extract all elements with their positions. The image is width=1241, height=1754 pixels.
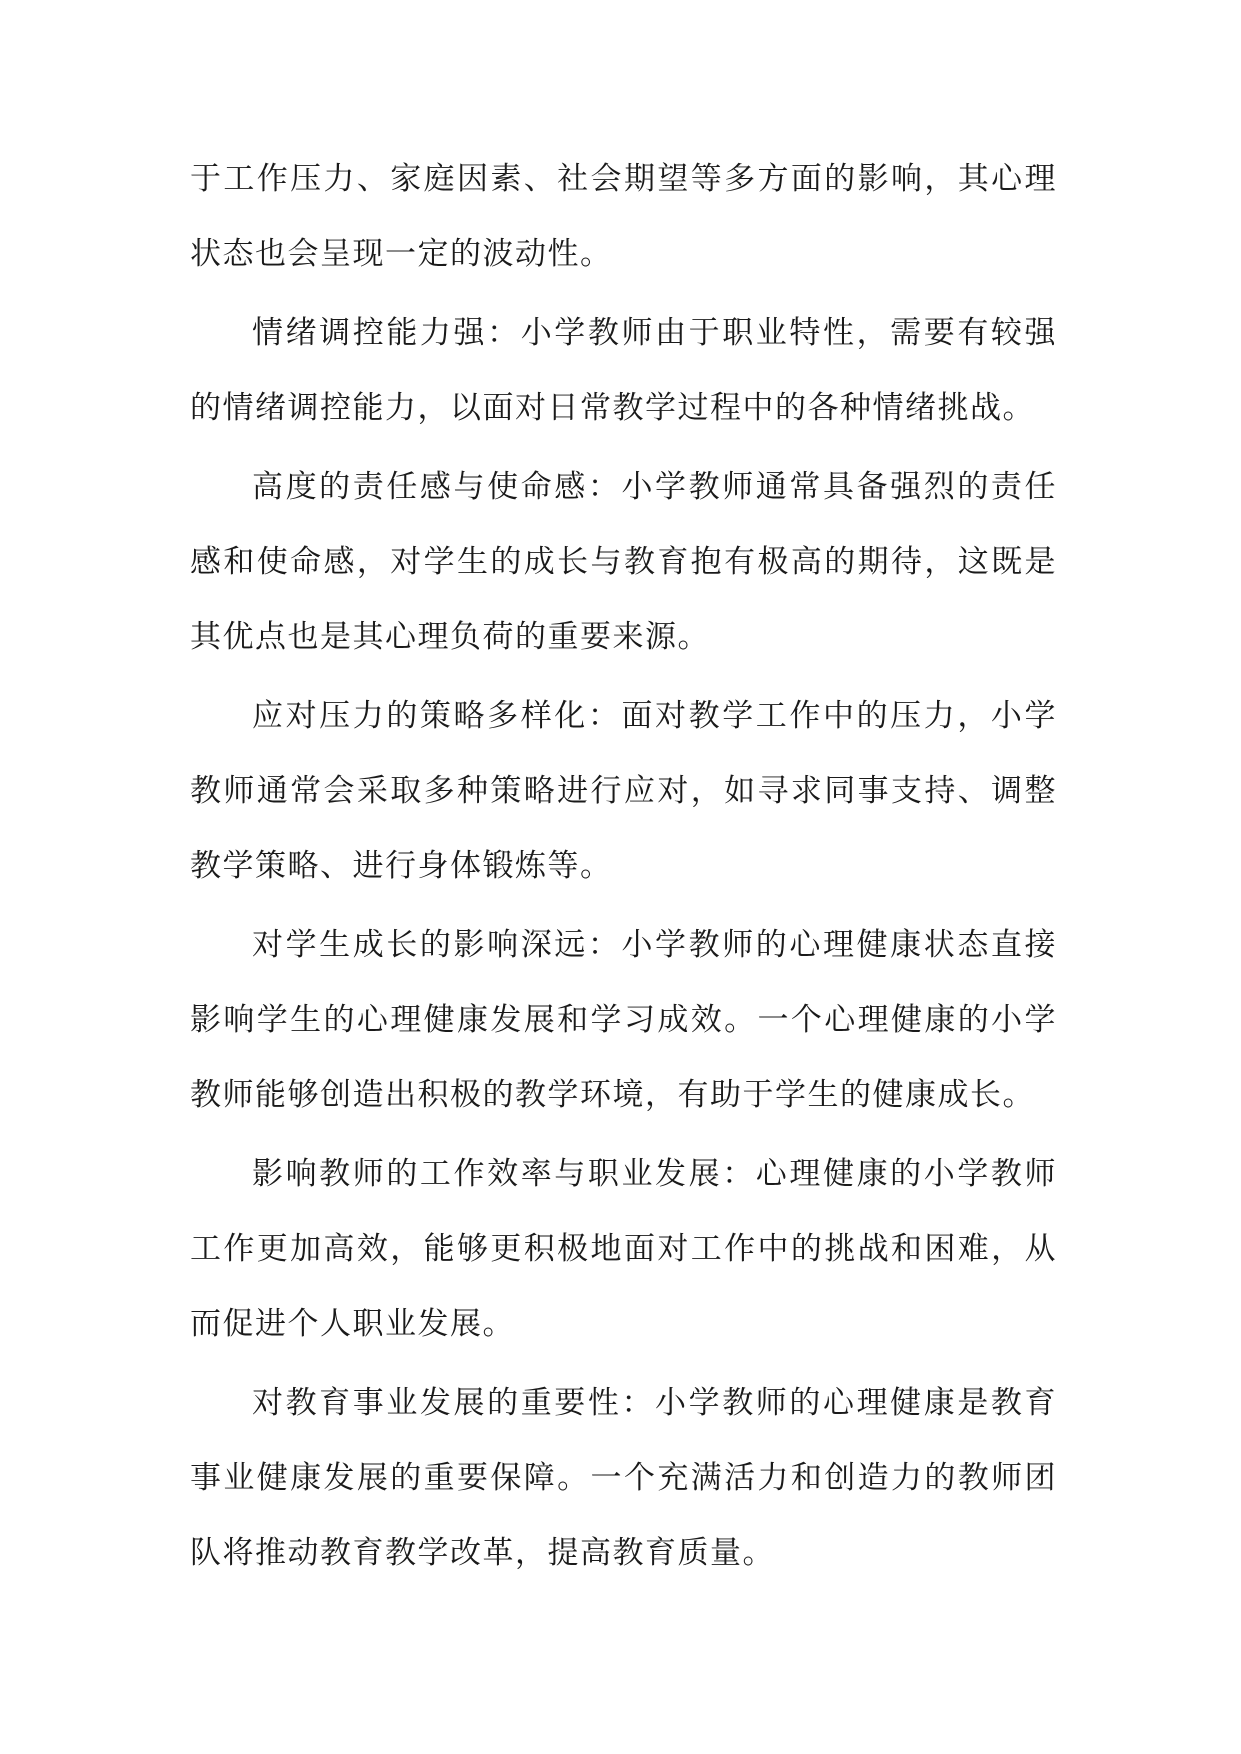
paragraph-5: 对学生成长的影响深远：小学教师的心理健康状态直接影响学生的心理健康发展和学习成效。一个心理健康的小学教师能够创造出积极的教学环境，有助于学生的健康成长。	[190, 927, 1057, 1113]
paragraph-6: 影响教师的工作效率与职业发展：心理健康的小学教师工作更加高效，能够更积极地面对工作中的挑战和困难，从而促进个人职业发展。	[190, 1156, 1057, 1342]
paragraph-3: 高度的责任感与使命感：小学教师通常具备强烈的责任感和使命感，对学生的成长与教育抱有极高的期待，这既是其优点也是其心理负荷的重要来源。	[190, 469, 1057, 655]
paragraph-2: 情绪调控能力强：小学教师由于职业特性，需要有较强的情绪调控能力，以面对日常教学过程中的各种情绪挑战。	[190, 315, 1057, 426]
paragraph-1: 于工作压力、家庭因素、社会期望等多方面的影响，其心理状态也会呈现一定的波动性。	[190, 161, 1057, 272]
document-body	[190, 142, 1057, 1591]
paragraph-4: 应对压力的策略多样化：面对教学工作中的压力，小学教师通常会采取多种策略进行应对，如寻求同事支持、调整教学策略、进行身体锻炼等。	[190, 698, 1057, 884]
paragraph-7: 对教育事业发展的重要性：小学教师的心理健康是教育事业健康发展的重要保障。一个充满活力和创造力的教师团队将推动教育教学改革，提高教育质量。	[190, 1385, 1057, 1571]
